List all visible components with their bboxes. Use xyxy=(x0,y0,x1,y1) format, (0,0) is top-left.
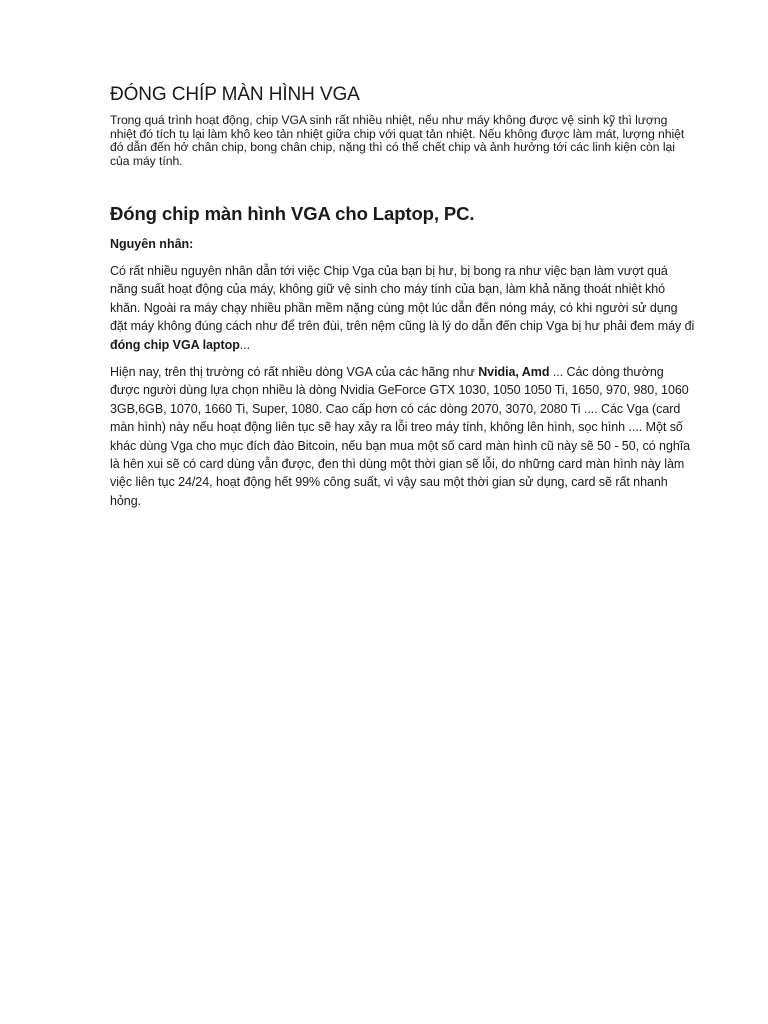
intro-paragraph: Trong quá trình hoạt động, chip VGA sinh rất nhiều nhiệt, nếu như máy không được vệ sinh kỹ thì lượng nhiệt đó tích tụ lại làm khô keo tản nhiệt giữa chip với quạt tản nhiệt. Nếu không được làm mát, lượng nhiệt đó dẫn đến hở chân chip, bong chân chip, nặng thì có thể chết chip và ảnh hưởng tới các linh kiện còn lại của máy tính. xyxy=(110,113,685,168)
document-page xyxy=(110,83,695,510)
market-paragraph-bold: Nvidia, Amd xyxy=(478,365,550,380)
market-paragraph-lead: Hiện nay, trên thị trường có rất nhiều dòng VGA của các hãng như xyxy=(110,365,479,380)
section-heading: Đóng chip màn hình VGA cho Laptop, PC. xyxy=(110,203,475,224)
market-paragraph-tail: ... Các dòng thường được người dùng lựa chọn nhiều là dòng Nvidia GeForce GTX 1030, 1050 1050 Ti, 1650, 970, 980, 1060 3GB,6GB, 1070, 1660 Ti, Super, 1080. Cao cấp hơn có các dòng 2070, 3070, 2080 Ti .... Các Vga (card màn hình) này nếu hoạt động liên tục sẽ hay xảy ra lỗi treo máy tính, không lên hình, sọc hình .... Một số khác dùng Vga cho mục đích đào Bitcoin, nếu bạn mua một số card màn hình cũ này sẽ 50 - 50, có nghĩa là hên xui sẽ có card dùng vẫn được, đen thì dùng một thời gian sẽ lỗi, do những card màn hình này làm việc liên tục 24/24, hoạt động hết 99% công suất, vì vậy sau một thời gian sử dụng, card sẽ rất nhanh hỏng. xyxy=(110,365,691,508)
cause-paragraph-tail: ... xyxy=(239,337,251,352)
cause-paragraph-text: Có rất nhiều nguyên nhân dẫn tới việc Chip Vga của bạn bị hư, bị bong ra như việc bạn làm vượt quá năng suất hoạt động của máy, không giữ vệ sinh cho máy tính của bạn, làm khả năng thoát nhiệt khó khăn. Ngoài ra máy chạy nhiều phần mềm nặng cùng một lúc dẫn đến nóng máy, có khi người sử dụng đặt máy không đúng cách như để trên đùi, trên nệm cũng là lý do dẫn đến chip Vga bị hư phải đem máy đi xyxy=(110,264,695,334)
cause-paragraph-bold: đóng chip VGA laptop xyxy=(110,337,240,352)
cause-label: Nguyên nhân: xyxy=(110,237,194,251)
market-paragraph xyxy=(110,363,695,510)
cause-paragraph xyxy=(110,262,695,354)
document-title: ĐÓNG CHÍP MÀN HÌNH VGA xyxy=(110,84,360,105)
